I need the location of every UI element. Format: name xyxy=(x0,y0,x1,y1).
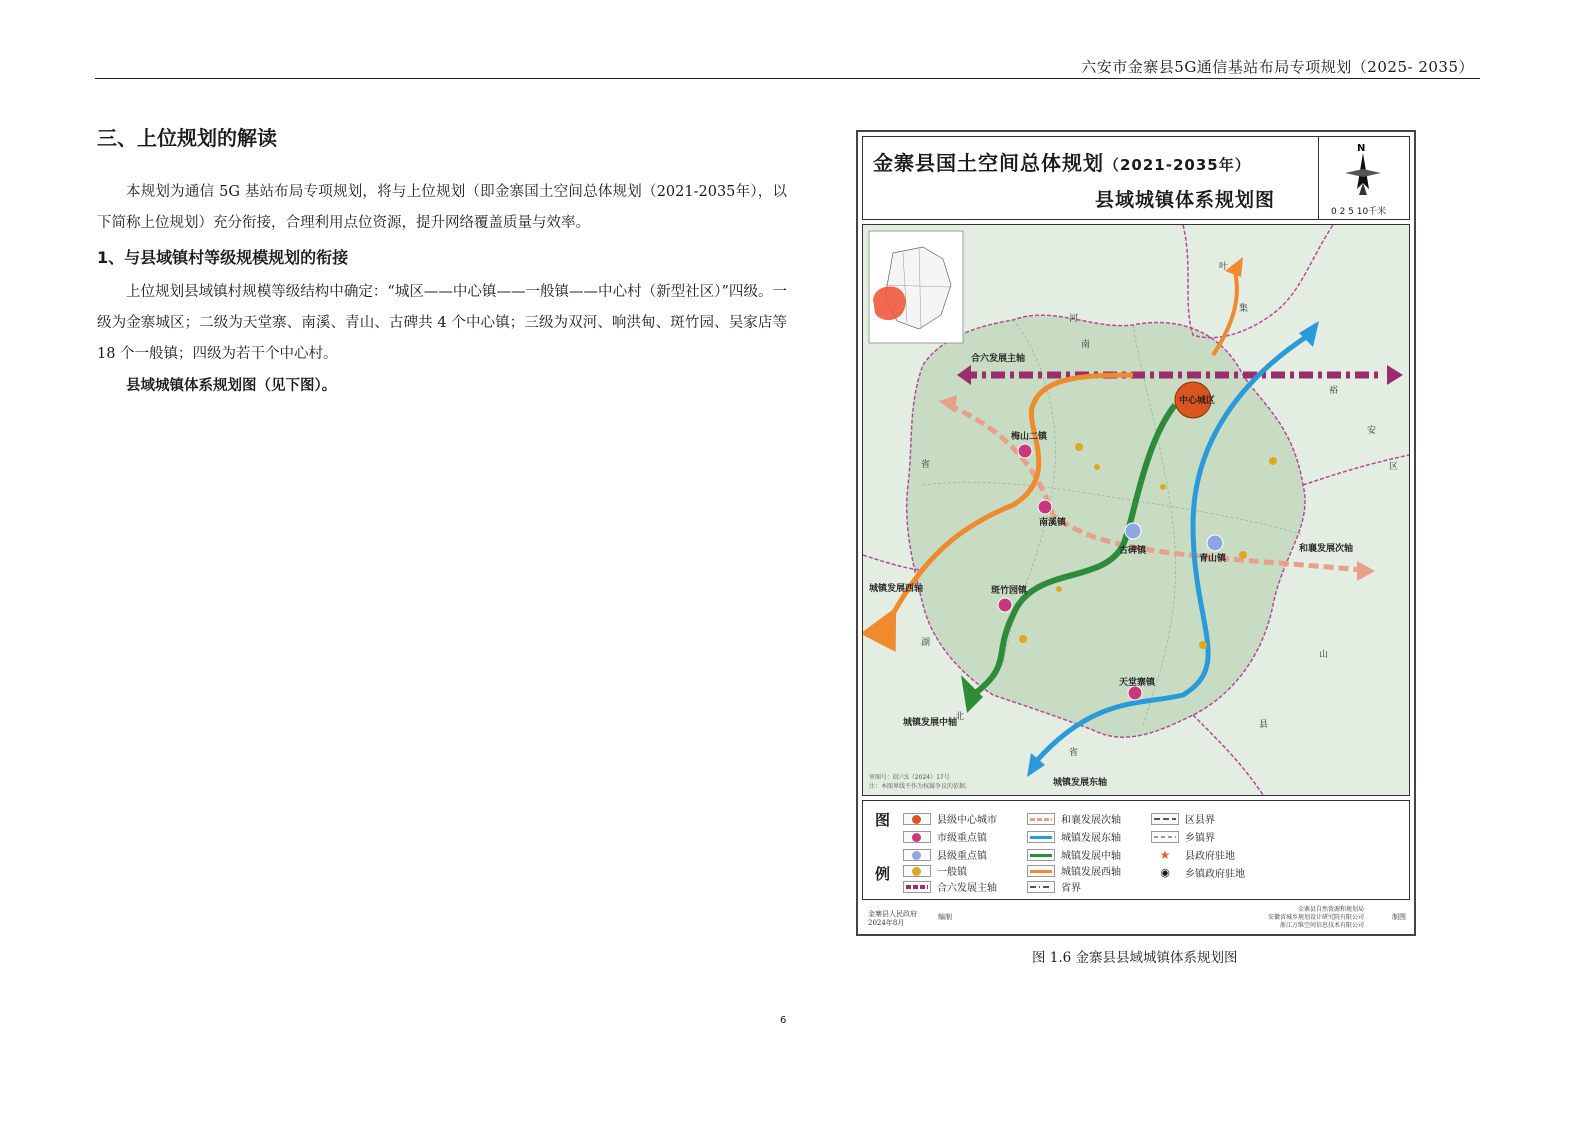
map-title-block xyxy=(862,136,1410,220)
legend-item: 一般镇 xyxy=(903,863,967,878)
center-city-label: 中心城区 xyxy=(1179,396,1216,406)
middle-axis-label: 城镇发展中轴 xyxy=(903,718,958,728)
region-label-l: 山 xyxy=(1319,650,1329,660)
legend-item: ★ 县政府驻地 xyxy=(1151,847,1235,862)
region-label-k: 区 xyxy=(1389,462,1399,472)
map-title xyxy=(873,147,1251,176)
scale-bar: 0 2 5 10千米 xyxy=(1331,207,1387,217)
north-label: N xyxy=(1357,143,1366,154)
legend-item: ◉ 乡镇政府驻地 xyxy=(1151,865,1245,880)
map-footer-edit: 编制 xyxy=(938,913,952,921)
map-footer-right: 金寨县自然资源和规划局 安徽省城乡规划设计研究院有限公司 浙江万维空间信息技术有限公司 xyxy=(1267,906,1364,929)
planning-map-figure xyxy=(856,130,1416,936)
body-paragraph: 上位规划县域镇村规模等级结构中确定：“城区——中心镇——一般镇——中心村（新型社区）”四级。一级为金寨城区；二级为天堂寨、南溪、青山、古碑共 4 个中心镇；三级为双河、响洪甸、斑竹园、吴家店等 18 个一般镇；四级为若干个中心村。 xyxy=(97,284,787,362)
region-label-c: 省 xyxy=(921,460,931,470)
main-axis-label: 合六发展主轴 xyxy=(971,354,1026,364)
region-label-g: 叶 xyxy=(1219,262,1229,272)
town-label-6: 天堂寨镇 xyxy=(1119,678,1156,688)
map-footer-make: 制图 xyxy=(1392,913,1406,921)
secondary-axis-label: 和襄发展次轴 xyxy=(1299,544,1354,554)
east-axis-label: 城镇发展东轴 xyxy=(1053,778,1108,788)
legend-item: 省界 xyxy=(1027,879,1081,894)
legend-item: 城镇发展东轴 xyxy=(1027,829,1121,844)
legend-item: 和襄发展次轴 xyxy=(1027,811,1121,826)
region-label-f: 省 xyxy=(1069,748,1079,758)
subsection-title: 1、与县域镇村等级规模规划的衔接 xyxy=(97,248,349,267)
map-title-main: 金寨县国土空间总体规划 xyxy=(873,151,1104,175)
map-canvas xyxy=(862,224,1410,796)
section-title: 三、上位规划的解读 xyxy=(97,126,277,150)
region-label-h: 集 xyxy=(1239,304,1249,314)
legend-item: 合六发展主轴 xyxy=(903,879,997,894)
figure-reference: 县域城镇体系规划图（见下图）。 xyxy=(126,377,337,394)
town-label-1: 梅山二镇 xyxy=(1011,432,1048,442)
page-number: 6 xyxy=(780,1015,787,1026)
bullseye-icon: ◉ xyxy=(1160,865,1170,879)
town-label-2: 南溪镇 xyxy=(1039,518,1067,528)
header-title: 六安市金寨县5G通信基站布局专项规划（2025- 2035） xyxy=(1081,58,1474,76)
legend-item: 市级重点镇 xyxy=(903,829,987,844)
map-legend xyxy=(862,800,1410,900)
west-axis-label: 城镇发展西轴 xyxy=(869,584,924,594)
text-column xyxy=(97,122,787,401)
region-label-b: 南 xyxy=(1081,340,1091,350)
region-label-i: 裕 xyxy=(1329,386,1339,396)
legend-title-2: 例 xyxy=(875,865,891,883)
town-label-4: 青山镇 xyxy=(1199,554,1227,564)
region-label-e: 北 xyxy=(955,712,965,722)
map-note: 审图号：皖六S（2024）17号 xyxy=(869,774,950,781)
intro-paragraph: 本规划为通信 5G 基站布局专项规划，将与上位规划（即金寨国土空间总体规划（2021-2035年），以下简称上位规划）充分衔接，合理利用点位资源，提升网络覆盖质量与效率。 xyxy=(97,184,787,231)
figure-caption: 图 1.6 金寨县县域城镇体系规划图 xyxy=(1032,950,1238,966)
legend-item: 县级中心城市 xyxy=(903,811,997,826)
town-label-5: 斑竹园镇 xyxy=(991,586,1028,596)
legend-item: 县级重点镇 xyxy=(903,847,987,862)
map-footer-left: 金寨县人民政府 2024年8月 xyxy=(868,910,917,927)
map-note-2: 注：本图界线不作为权属争议的依据。 xyxy=(869,783,972,790)
page-header xyxy=(95,54,1480,79)
region-label-m: 县 xyxy=(1259,720,1269,730)
map-subtitle: 县域城镇体系规划图 xyxy=(1095,189,1276,211)
region-label-a: 河 xyxy=(1069,314,1079,324)
region-label-d: 湖 xyxy=(921,638,931,648)
legend-item: 乡镇界 xyxy=(1151,829,1215,844)
map-title-years: （2021-2035年） xyxy=(1104,156,1251,174)
legend-item: 区县界 xyxy=(1151,811,1215,826)
legend-item: 城镇发展中轴 xyxy=(1027,847,1121,862)
region-label-j: 安 xyxy=(1367,426,1377,436)
town-label-3: 古碑镇 xyxy=(1119,546,1147,556)
star-icon: ★ xyxy=(1159,847,1171,862)
legend-item: 城镇发展西轴 xyxy=(1027,863,1121,878)
north-arrow-icon xyxy=(1318,137,1409,219)
legend-title-1: 图 xyxy=(875,811,891,829)
